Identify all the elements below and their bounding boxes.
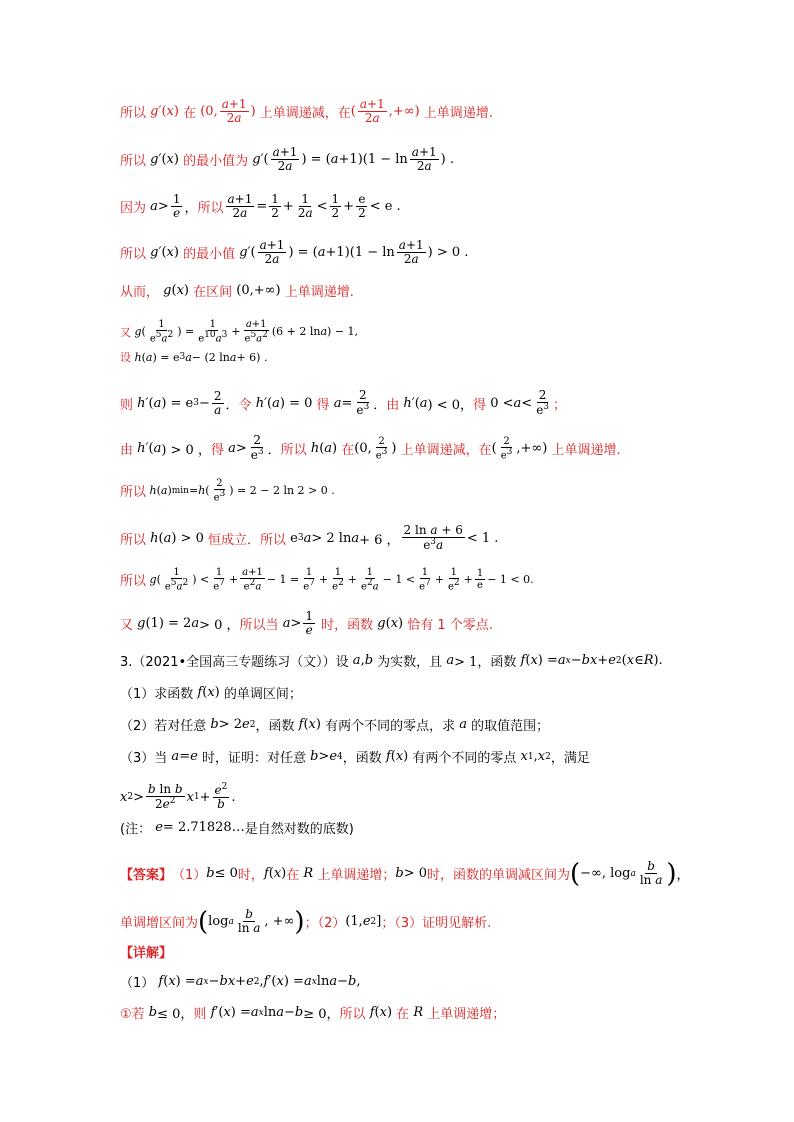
solution-line-6: 又 g ( $\frac{1}{e^5a^2}$ ) = $\frac{1}{e^{10}a^3}$ + $\frac{a+1}{e^5a^2}$ (6 + 2 ln a ) − 1, xyxy=(120,319,359,345)
solution-line-13: 又 g (1) = 2 a > 0 ， 所以当 a > $\frac{1}{e}$ 时，函数 g ( x ) 恰有 1 个零点. xyxy=(120,609,493,638)
problem-3-header: 3.（2021•全国高三专题练习（文））设 a , b 为实数，且 a > 1， 函数 f ( x ) = a x − bx + e 2 ( x ∈ R ). xyxy=(120,653,663,670)
solution-line-4: 所以 g′ ( x ) 的最小值 g′ ( $\frac{a+1}{2a}$ ) = ( a +1)(1 − ln $\frac{a+1}{2a}$ ) > 0 . xyxy=(120,238,469,267)
solution-line-3: 因为 a > $\frac{1}{e}$ ， 所以 $\frac{a+1}{2a}$ = $\frac{1}{2}$ + $\frac{1}{2a}$ < $\frac{1}{2}$ + $\frac{e}{2}$ < e . xyxy=(120,192,401,221)
solution-line-9: 由 h′ ( a ) > 0 ， 得 a > $\frac{2}{e^3}$ ． 所以 h ( a ) 在 (0, $\frac{2}{e^3}$ ) 上单调递减，在 ( $\frac{2}{e^3}$ ,+∞) 上单调递增. xyxy=(120,433,621,463)
detail-line-2: ①若 b ≤ 0， 则 f ′( x ) = a x ln a − b ≥ 0， 所以 f ( x ) 在 R 上单调递增； xyxy=(120,1005,506,1022)
solution-line-1: 所以 g′ ( x ) 在 (0, $\frac{a+1}{2a}$ ) 上单调递减，在 ( $\frac{a+1}{2a}$ ,+∞) 上单调递增. xyxy=(120,97,493,126)
solution-line-5: 从而， g ( x ) 在区间 (0,+∞) 上单调递增. xyxy=(120,283,354,300)
solution-line-2: 所以 g′ ( x ) 的最小值为 g′ ( $\frac{a+1}{2a}$ ) = ( a +1)(1 − ln $\frac{a+1}{2a}$ ) . xyxy=(120,145,454,174)
detail-label: 【详解】 xyxy=(120,946,173,961)
solution-line-7: 设 h ( a ) = e 3 a − (2 ln a + 6) . xyxy=(120,350,268,364)
problem-3-note: (注： e = 2.71828… 是自然对数的底数) xyxy=(120,820,354,837)
detail-line-1: （1） f ( x ) = a x − bx + e 2 , f ′( x ) = a x ln a − b , xyxy=(120,974,361,991)
solution-line-8: 则 h′ ( a ) = e 3 − $\frac{2}{a}$ ． 令 h′ ( a ) = 0 得 a = $\frac{2}{e^3}$ ． 由 h′ ( a ) < 0， 得 0 < a < $\frac{2}{e^3}$ ； xyxy=(120,388,567,418)
solution-line-12: 所以 g ( $\frac{1}{e^5a^2}$ ) < $\frac{1}{e^7}$ + $\frac{a+1}{e^2a}$ − 1 = $\frac{1}{e^7}$ + $\frac{1}{e^2}$ + $\frac{1}{e^2a}$ − 1 < $\frac{1}{e^7}$ + $\frac{1}{e^2}$ + $\frac{1}{e}$ − 1 < 0. xyxy=(120,567,534,593)
solution-line-10: 所以 h ( a ) min = h ( $\frac{2}{e^3}$ ) = 2 − 2 ln 2 > 0 . xyxy=(120,478,335,504)
problem-3-question-3: （3）当 a = e 时，证明：对任意 b > e 4 ， 函数 f ( x ) 有两个不同的零点 x 1 , x 2 ， 满足 xyxy=(120,749,590,766)
problem-3-question-1: （1）求函数 f ( x ) 的单调区间； xyxy=(120,685,302,702)
answer-line-2: 单调增区间为 ( log a $\frac{b}{\text{ln a}}$ , +∞ ) ；（2） (1, e 2 ] ；（3）证明见解析. xyxy=(120,906,492,937)
solution-line-11: 所以 h ( a ) > 0 恒成立．所以 e 3 a > 2 ln a + 6 ， $\frac{\text{2 ln a + 6}}{e^3a}$ < 1 . xyxy=(120,523,499,553)
problem-3-inequality: x 2 > $\frac{\text{b ln b}}{2e^2}$ x 1 + $\frac{e^2}{b}$ . xyxy=(120,782,236,812)
answer-line-1: 【答案】 （1） b ≤ 0 时， f ( x ) 在 R 上单调递增； b > 0 时，函数的单调减区间为 ( −∞, log a $\frac{b}{\text{ln a}}$ ) ， xyxy=(120,858,690,889)
problem-3-question-2: （2）若对任意 b > 2 e 2 ， 函数 f ( x ) 有两个不同的零点，求 a 的取值范围； xyxy=(120,717,550,734)
